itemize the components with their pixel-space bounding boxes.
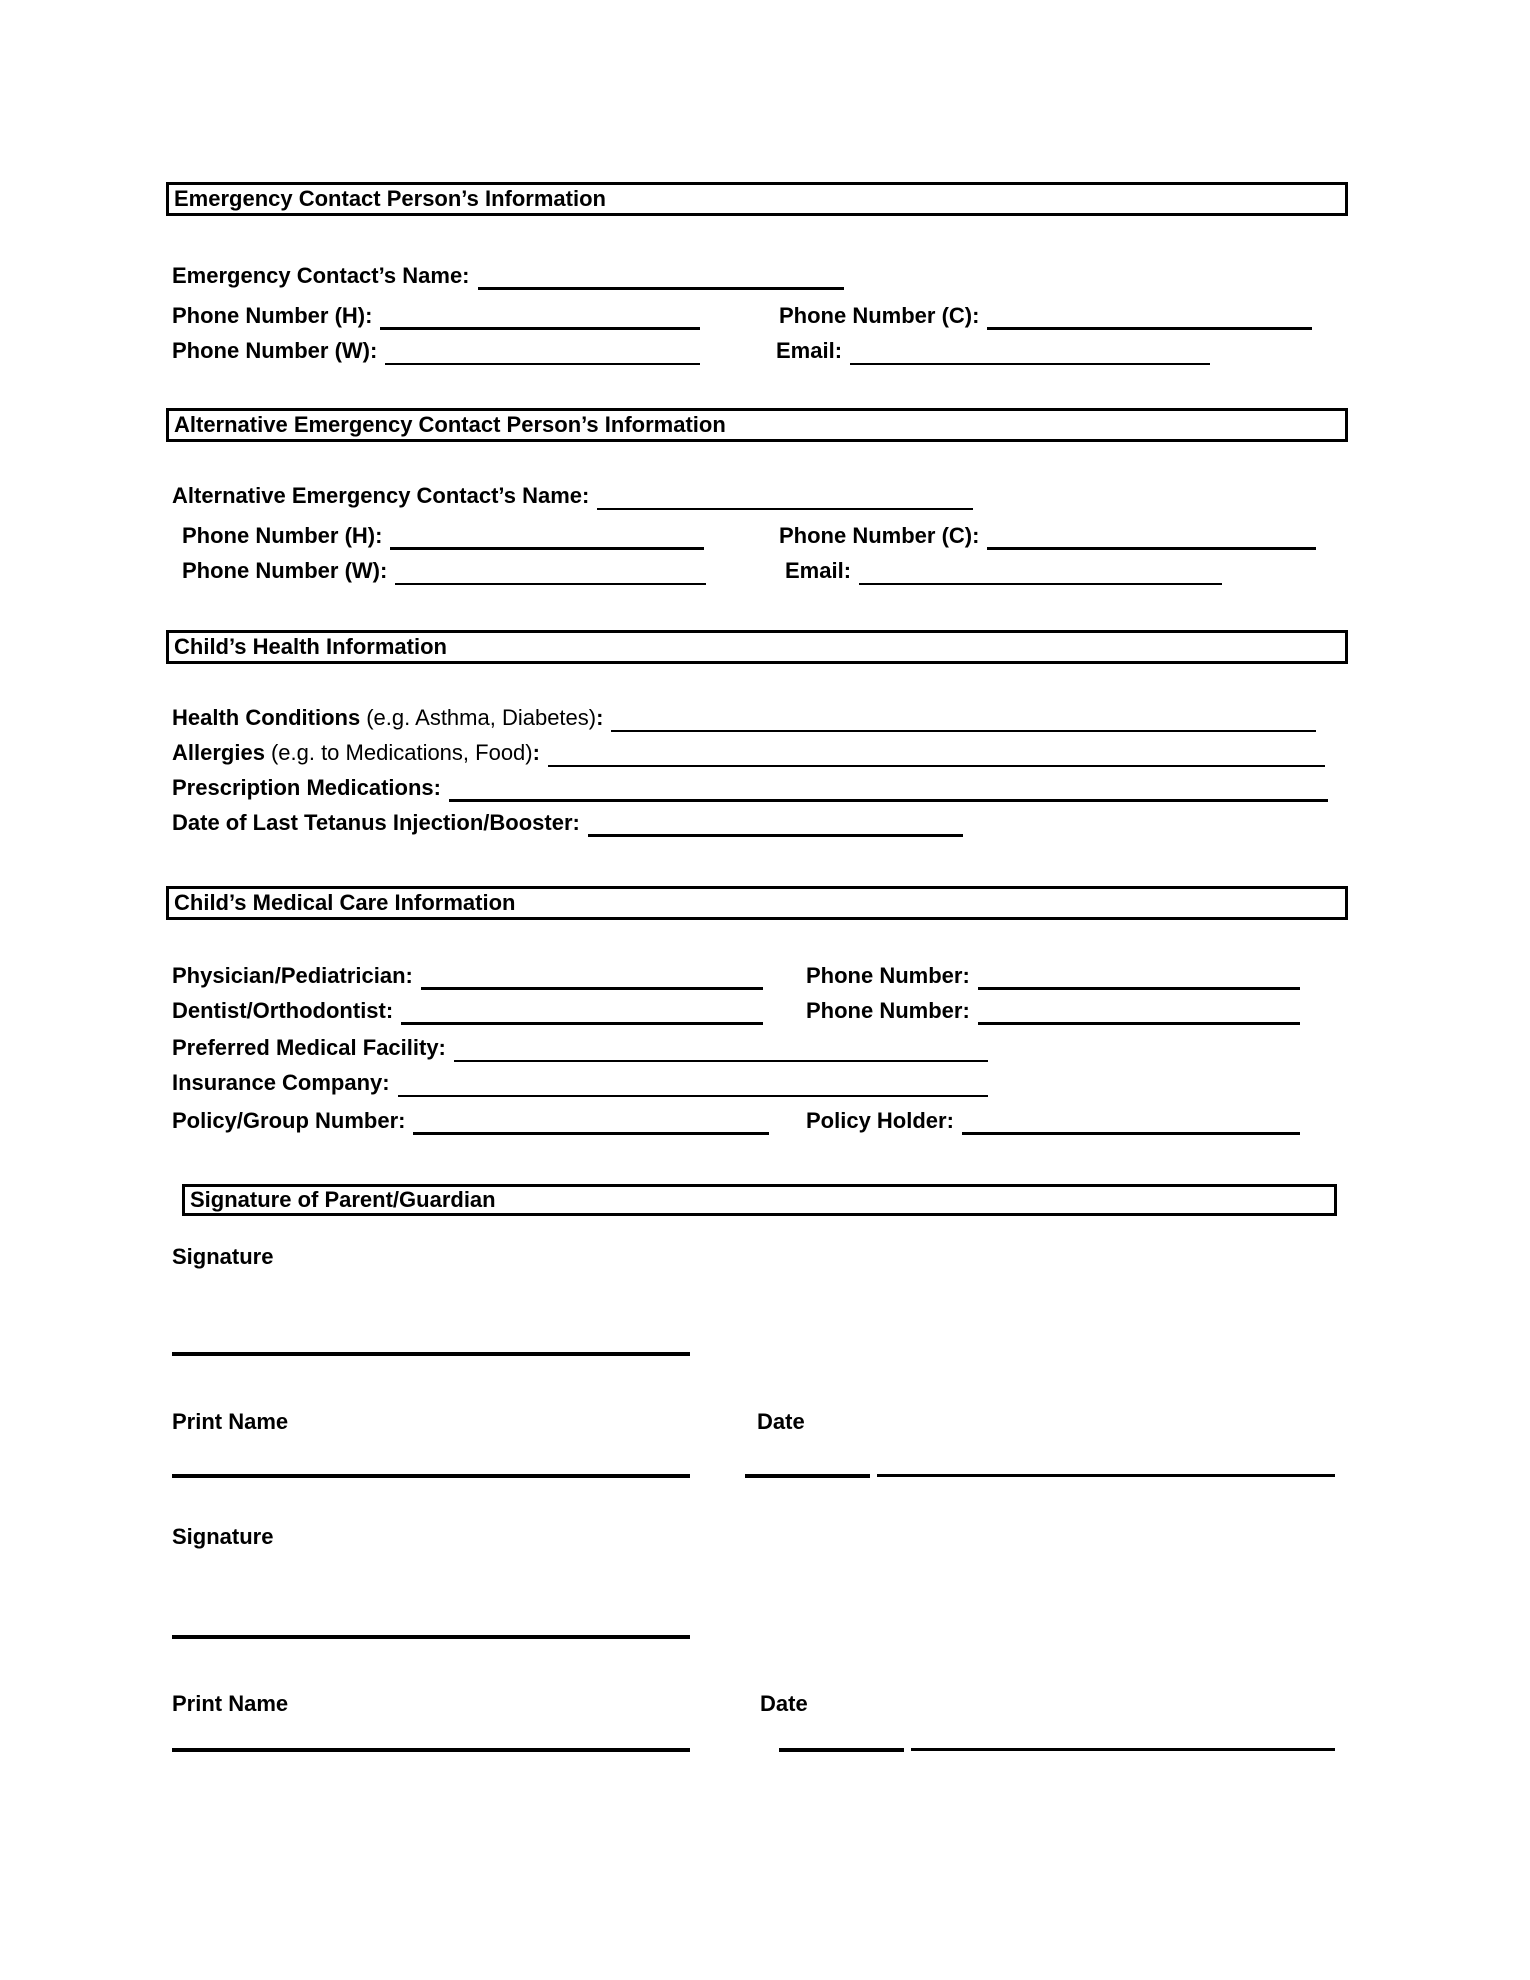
- print-name-label-1: Print Name: [172, 1409, 289, 1434]
- print-name-line-1[interactable]: [172, 1474, 690, 1478]
- section-title: Signature of Parent/Guardian: [190, 1187, 496, 1212]
- section-header-emergency-contact: [166, 182, 1348, 216]
- field-line-preferred-facility[interactable]: [454, 1033, 988, 1062]
- field-colon-allergies: :: [532, 740, 540, 765]
- field-line-dentist-phone[interactable]: [978, 995, 1300, 1025]
- section-title: Emergency Contact Person’s Information: [174, 186, 606, 211]
- field-line-alt-email[interactable]: [859, 556, 1222, 585]
- field-line-insurance-company[interactable]: [398, 1068, 988, 1097]
- field-line-policy-holder[interactable]: [962, 1105, 1300, 1135]
- row-physician: [172, 958, 1355, 990]
- field-label-ec-phone-cell: Phone Number (C):: [779, 303, 980, 328]
- field-label-ec-phone-home: Phone Number (H):: [172, 303, 373, 328]
- section-header-child-medical-care: [166, 886, 1348, 920]
- section-header-signature: [182, 1184, 1337, 1216]
- section-header-alt-emergency-contact: [166, 408, 1348, 442]
- section-header-child-health: [166, 630, 1348, 664]
- date-line-short-2[interactable]: [779, 1748, 904, 1752]
- row-alt-contact-name: [172, 478, 1355, 510]
- date-line-long-2[interactable]: [911, 1748, 1335, 1751]
- section-title: Child’s Medical Care Information: [174, 890, 516, 915]
- row-prescription-medications: [172, 770, 1355, 802]
- field-label-policy-holder: Policy Holder:: [806, 1108, 954, 1133]
- row-health-conditions: [172, 700, 1355, 732]
- section-title: Alternative Emergency Contact Person’s Information: [174, 412, 726, 437]
- field-label-policy-group-number: Policy/Group Number:: [172, 1108, 406, 1133]
- row-preferred-facility: [172, 1030, 1355, 1062]
- row-ec-phones-1: [172, 298, 1355, 330]
- field-label-health-conditions: Health Conditions: [172, 705, 361, 730]
- field-line-alt-phone-home[interactable]: [390, 520, 704, 550]
- row-ec-phones-2: [172, 333, 1355, 365]
- field-label-tetanus-date: Date of Last Tetanus Injection/Booster:: [172, 810, 580, 835]
- field-line-tetanus-date[interactable]: [588, 807, 963, 837]
- field-colon-health-conditions: :: [596, 705, 604, 730]
- field-line-physician-phone[interactable]: [978, 960, 1300, 990]
- row-allergies: [172, 735, 1355, 767]
- field-line-alt-phone-cell[interactable]: [987, 520, 1316, 550]
- field-line-ec-phone-home[interactable]: [380, 300, 700, 330]
- field-label-alt-phone-cell: Phone Number (C):: [779, 523, 980, 548]
- field-line-physician[interactable]: [421, 960, 763, 990]
- row-insurance-company: [172, 1065, 1355, 1097]
- row-policy: [172, 1103, 1355, 1135]
- field-label-dentist: Dentist/Orthodontist:: [172, 998, 394, 1023]
- section-title: Child’s Health Information: [174, 634, 447, 659]
- date-line-short-1[interactable]: [745, 1474, 870, 1478]
- field-label-dentist-phone: Phone Number:: [806, 998, 970, 1023]
- field-line-alt-phone-work[interactable]: [395, 556, 706, 585]
- field-line-allergies[interactable]: [548, 738, 1325, 767]
- date-line-long-1[interactable]: [877, 1474, 1335, 1477]
- field-label-insurance-company: Insurance Company:: [172, 1070, 390, 1095]
- field-line-ec-phone-work[interactable]: [385, 336, 700, 365]
- signature-label-2: Signature: [172, 1524, 274, 1549]
- field-label-alt-contact-name: Alternative Emergency Contact’s Name:: [172, 483, 590, 508]
- signature-label-1: Signature: [172, 1244, 274, 1269]
- field-line-ec-phone-cell[interactable]: [987, 300, 1312, 330]
- field-note-allergies: (e.g. to Medications, Food): [270, 740, 533, 765]
- field-line-prescription-medications[interactable]: [449, 772, 1328, 802]
- field-line-ec-email[interactable]: [850, 336, 1210, 365]
- row-alt-phones-1: [172, 518, 1355, 550]
- field-line-health-conditions[interactable]: [611, 703, 1316, 732]
- field-label-emergency-contact-name: Emergency Contact’s Name:: [172, 263, 470, 288]
- field-line-dentist[interactable]: [401, 995, 763, 1025]
- row-dentist: [172, 993, 1355, 1025]
- signature-line-1[interactable]: [172, 1352, 690, 1356]
- row-tetanus-date: [172, 805, 1355, 837]
- field-note-health-conditions: (e.g. Asthma, Diabetes): [366, 705, 597, 730]
- field-line-emergency-contact-name[interactable]: [478, 260, 844, 290]
- print-name-label-2: Print Name: [172, 1691, 289, 1716]
- field-label-preferred-facility: Preferred Medical Facility:: [172, 1035, 446, 1060]
- field-line-policy-group-number[interactable]: [413, 1105, 769, 1135]
- field-label-alt-phone-home: Phone Number (H):: [182, 523, 383, 548]
- field-label-physician: Physician/Pediatrician:: [172, 963, 413, 988]
- field-label-alt-email: Email:: [785, 558, 852, 583]
- field-label-ec-phone-work: Phone Number (W):: [172, 338, 378, 363]
- field-label-alt-phone-work: Phone Number (W):: [182, 558, 388, 583]
- row-alt-phones-2: [172, 553, 1355, 585]
- signature-line-2[interactable]: [172, 1635, 690, 1639]
- date-label-2: Date: [760, 1691, 808, 1716]
- print-name-line-2[interactable]: [172, 1748, 690, 1752]
- field-line-alt-contact-name[interactable]: [597, 481, 973, 510]
- field-label-physician-phone: Phone Number:: [806, 963, 970, 988]
- date-label-1: Date: [757, 1409, 805, 1434]
- field-label-allergies: Allergies: [172, 740, 265, 765]
- field-label-ec-email: Email:: [776, 338, 843, 363]
- field-label-prescription-medications: Prescription Medications:: [172, 775, 441, 800]
- row-emergency-contact-name: [172, 258, 1355, 290]
